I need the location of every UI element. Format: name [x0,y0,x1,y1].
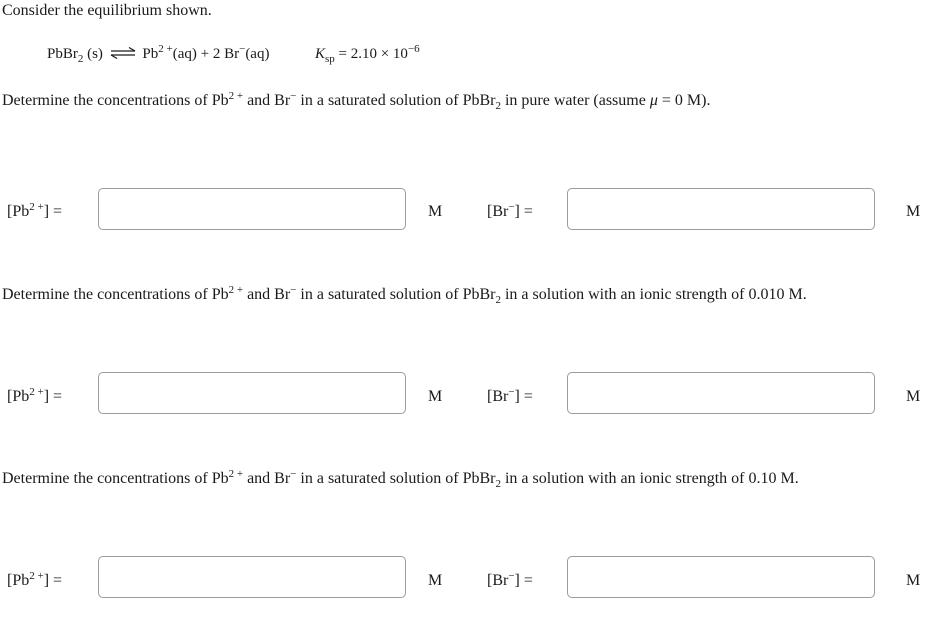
anion-state: (aq) [245,46,270,62]
br-concentration-input-2[interactable] [567,372,875,414]
br-concentration-label: [Br−] = [487,570,533,589]
cation-state: (aq) + 2 [172,46,221,62]
br-concentration-input-3[interactable] [567,556,875,598]
pb-concentration-label: $[Pb^{2 +}]$ = [7,201,63,220]
pb-concentration-input-2[interactable] [98,372,406,414]
pb-concentration-input-3[interactable] [98,556,406,598]
pb-unit-label: M [428,572,443,589]
pb-concentration-input-1[interactable] [98,188,406,230]
br-concentration-input-1[interactable] [567,188,875,230]
br-unit-label: M [906,572,921,589]
br-unit-label: M [906,388,921,405]
question-2-prompt: Determine the concentrations of $Pb^{2 +}$ and Br− in a saturated solution of PbBr$_2$ in a solution with an ionic strength of 0.010 M. [2,284,807,306]
pb-unit-label: M [428,388,443,405]
reactant-formula: PbBr$_2$ [47,46,84,65]
ksp-expression: $K_{sp} = 2.10 \times 10^{-6}$ [314,43,420,65]
pb-concentration-label: $[Pb^{2 +}]$ = [7,570,63,589]
question-1-prompt: Determine the concentrations of $Pb^{2 +}$ and Br− in a saturated solution of PbBr$_2$ in pure water (assume μ = 0 M). [2,90,711,112]
br-concentration-label: [Br−] = [487,386,533,405]
question-3-prompt: Determine the concentrations of $Pb^{2 +}$ and Br− in a saturated solution of PbBr$_2$ in a solution with an ionic strength of 0.10 M. [2,468,799,490]
reactant-state: (s) [87,46,103,62]
pb-concentration-label: $[Pb^{2 +}]$ = [7,386,63,405]
equilibrium-equation [47,43,420,65]
cation-formula: $Pb^{2 +}$ [142,43,173,62]
anion-formula: Br− [224,43,246,62]
intro-text: Consider the equilibrium shown. [2,2,212,19]
pb-unit-label: M [428,203,443,220]
equilibrium-arrows-icon [109,47,137,59]
br-unit-label: M [906,203,921,220]
br-concentration-label: [Br−] = [487,201,533,220]
